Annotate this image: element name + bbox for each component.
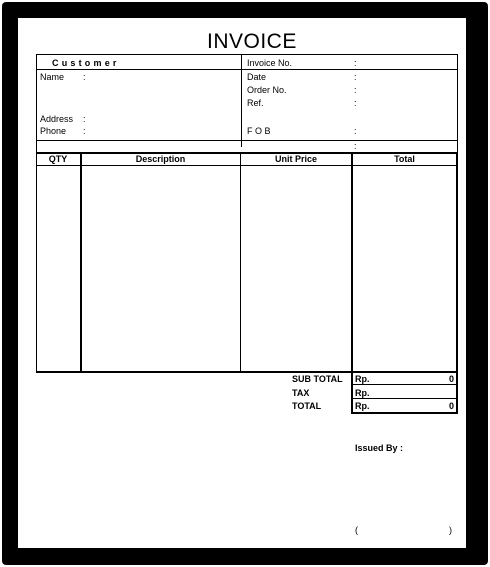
name-label: Name: [40, 72, 65, 82]
fob-label: F O B: [247, 126, 271, 136]
ref-label: Ref.: [247, 98, 264, 108]
order-no-label: Order No.: [247, 85, 287, 95]
unit-price-header: Unit Price: [274, 154, 317, 164]
invoice-no-colon: :: [354, 58, 357, 68]
header-sub-border: [36, 69, 457, 70]
address-label: Address: [40, 114, 74, 124]
tax-label: TAX: [292, 388, 310, 398]
name-colon: :: [83, 72, 86, 82]
subtotal-label: SUB TOTAL: [292, 374, 343, 384]
header-bottom-border: [36, 140, 457, 141]
signature-open-paren: (: [355, 525, 358, 535]
date-label: Date: [247, 72, 267, 82]
issued-by-label: Issued By :: [355, 443, 404, 453]
total-currency: Rp.: [355, 401, 370, 411]
qty-col-divider: [80, 152, 82, 372]
fob-colon: :: [354, 126, 357, 136]
total-value: 0: [448, 401, 454, 411]
total-header: Total: [394, 154, 415, 164]
qty-header: QTY: [48, 154, 68, 164]
table-right-border: [456, 152, 458, 372]
total-label: TOTAL: [292, 401, 322, 411]
subtotal-value: 0: [448, 374, 454, 384]
date-colon: :: [354, 72, 357, 82]
customer-header: Customer: [52, 58, 120, 68]
table-left-border: [36, 152, 37, 372]
price-col-divider: [351, 152, 353, 372]
phone-label: Phone: [40, 126, 67, 136]
order-no-colon: :: [354, 85, 357, 95]
desc-col-divider: [240, 152, 241, 372]
invoice-no-label: Invoice No.: [247, 58, 293, 68]
address-colon: :: [83, 114, 86, 124]
phone-colon: :: [83, 126, 86, 136]
page-title: INVOICE: [207, 30, 297, 53]
header-mid-divider: [241, 54, 242, 147]
subtotal-currency: Rp.: [355, 374, 370, 384]
ref-colon: :: [354, 98, 357, 108]
header-top-border: [36, 54, 457, 55]
description-header: Description: [135, 154, 186, 164]
extra-colon: :: [354, 141, 357, 151]
signature-close-paren: ): [449, 525, 452, 535]
table-header-divider: [36, 165, 457, 166]
tax-currency: Rp.: [355, 388, 370, 398]
invoice-paper: [18, 18, 466, 548]
